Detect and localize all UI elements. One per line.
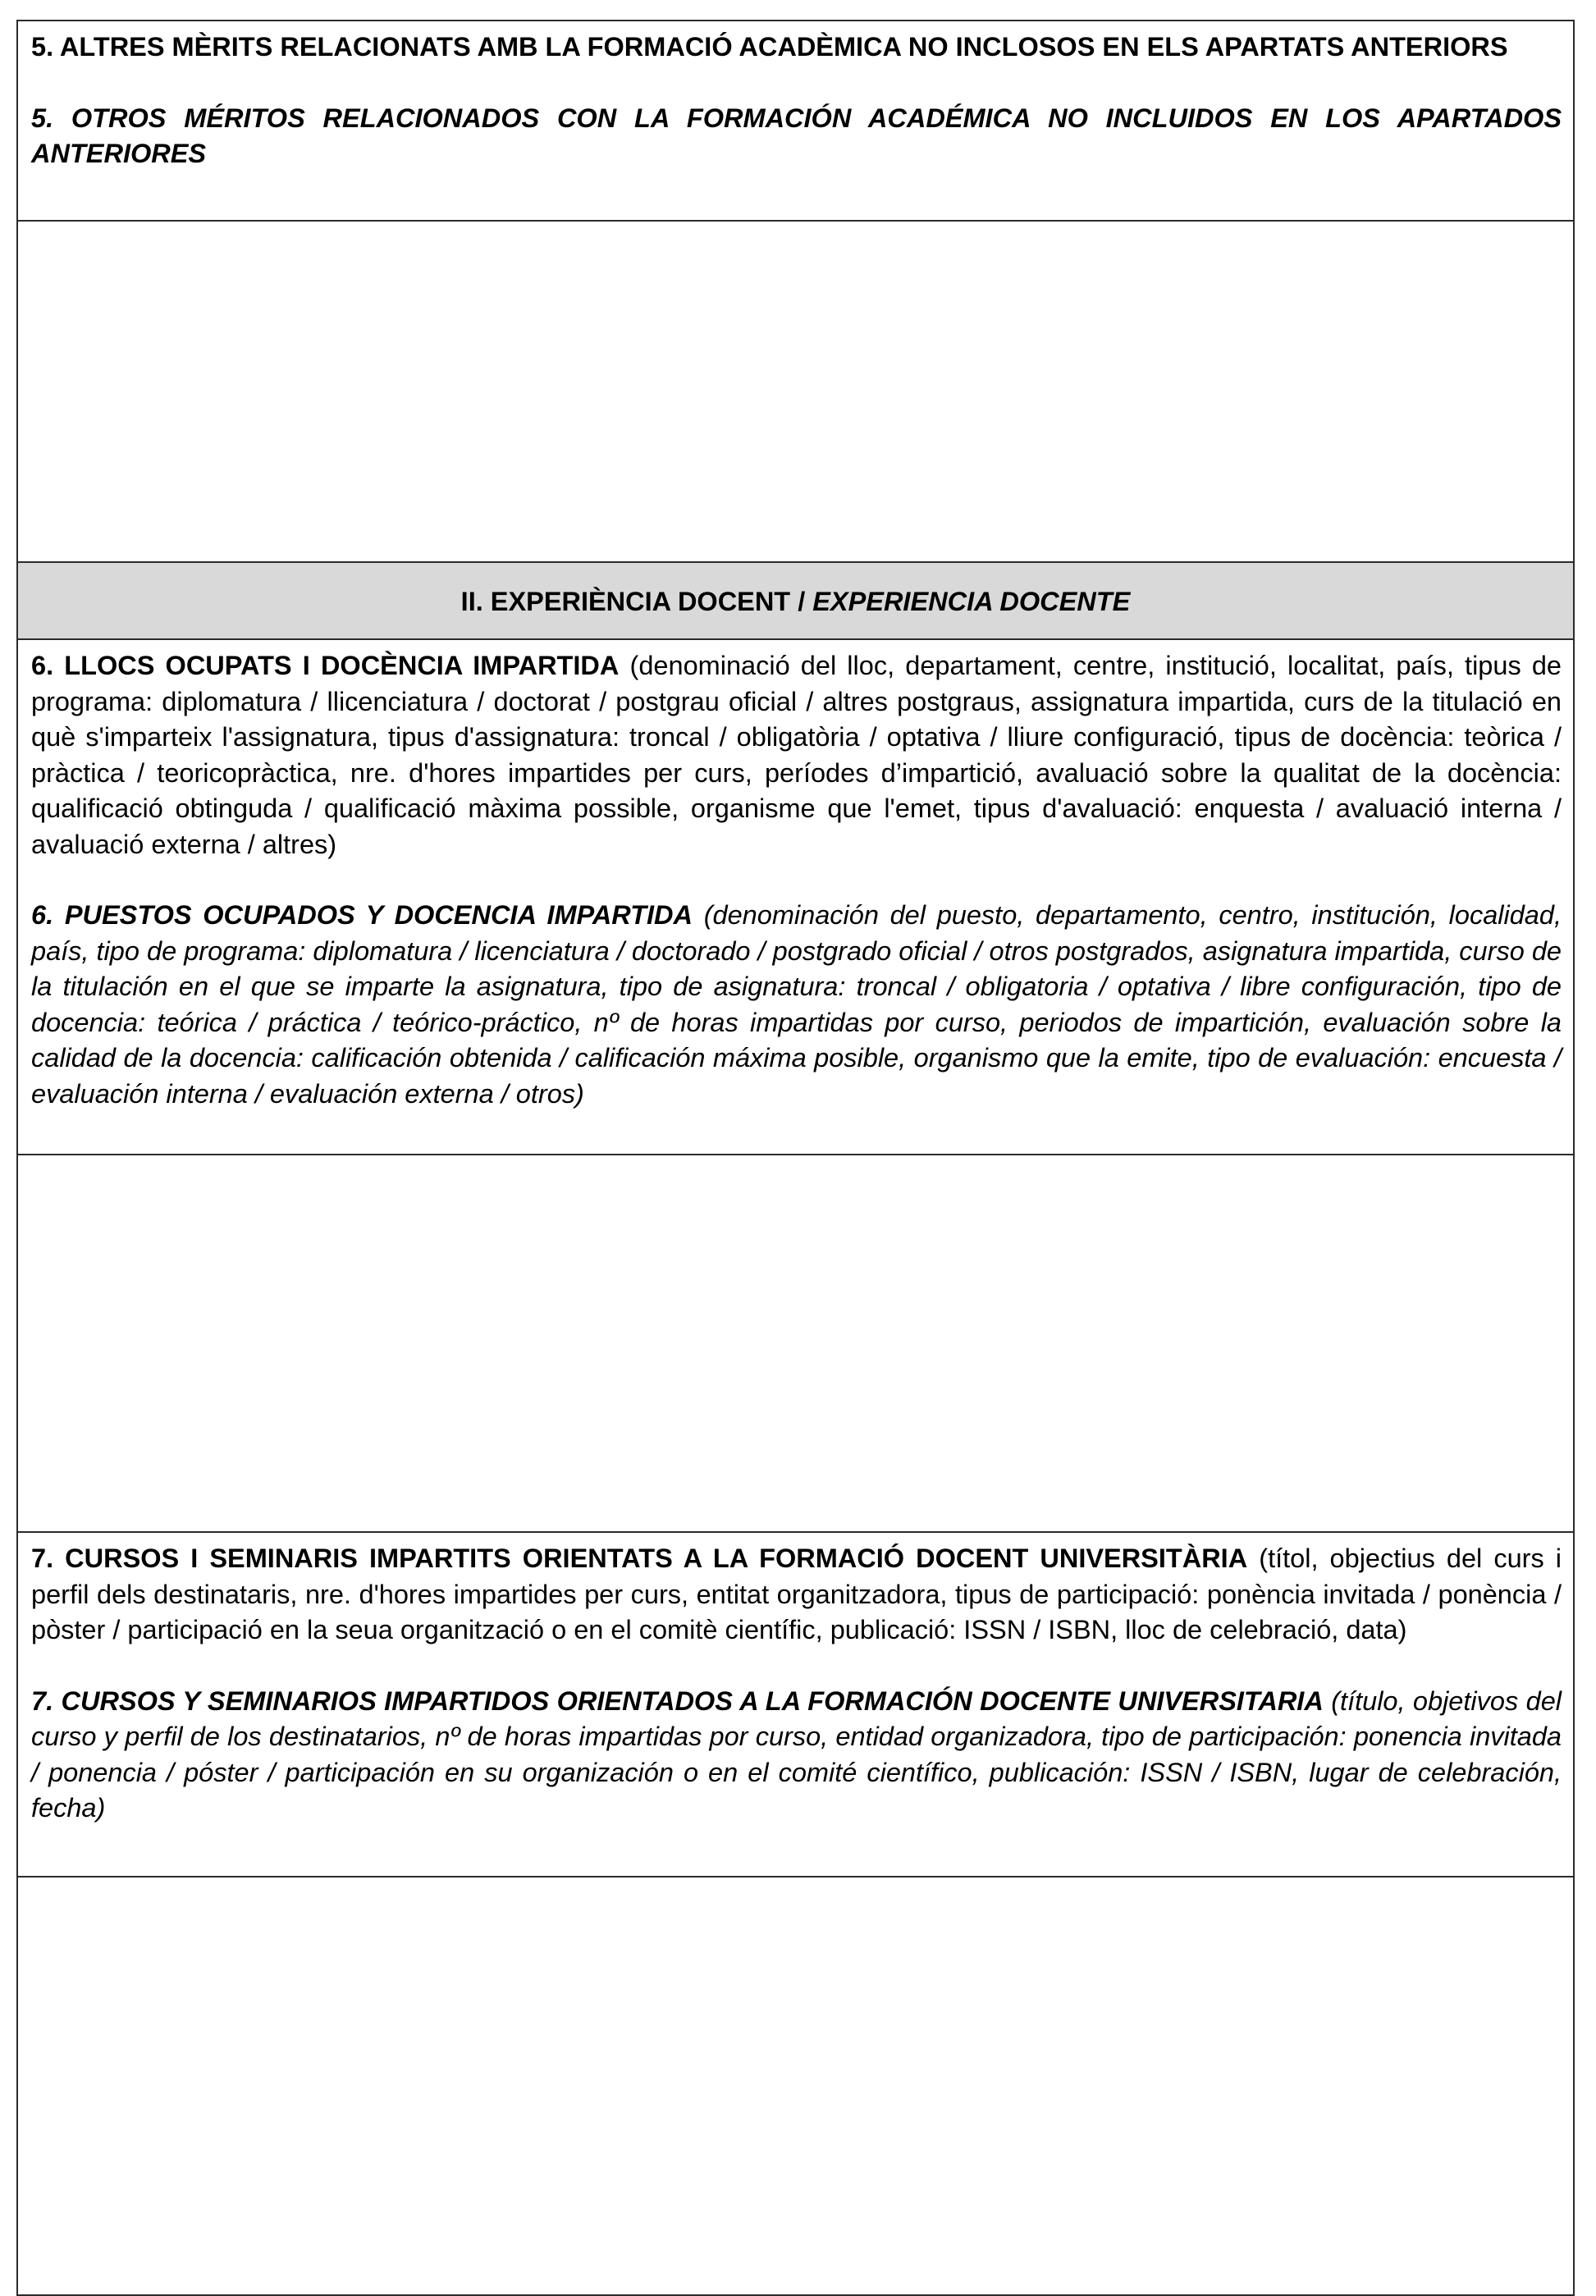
- section-6-answer-area[interactable]: [18, 1154, 1573, 1531]
- section-5-heading: [18, 21, 1573, 220]
- section-6-paragraph-es: [31, 898, 1562, 1112]
- section-6-heading: [18, 638, 1573, 1154]
- section-7-heading: [18, 1531, 1573, 1876]
- section-7-answer-area[interactable]: [18, 1876, 1573, 2294]
- section-6-desc-es: (denominación del puesto, departamento, centro, institución, localidad, país, tipo de programa: diplomatura / licenciatura / doctorado / postgrado oficial / otros postgrados, asignatura impartida, curso de la titulación en el que se imparte la asignatura, tipo de asignatura: troncal / obligatoria / optativa / libre configuración, tipo de docencia: teórica / práctica / teórico-práctico, nº de horas impartidas por curso, periodos de impartición, evaluación sobre la calidad de la docencia: calificación obtenida / calificación máxima posible, organismo que la emite, tipo de evaluación: encuesta / evaluación interna / evaluación externa / otros): [31, 900, 1562, 1109]
- section-6-paragraph-ca: [31, 648, 1562, 862]
- section-7-title-es: 7. CURSOS Y SEMINARIOS IMPARTIDOS ORIENTADOS A LA FORMACIÓN DOCENTE UNIVERSITARIA: [31, 1685, 1324, 1716]
- form-table: [16, 20, 1575, 2296]
- section-5-title-ca: [31, 30, 1562, 66]
- section-ii-header-ca: II. EXPERIÈNCIA DOCENT /: [460, 587, 813, 616]
- section-6-title-es: 6. PUESTOS OCUPADOS Y DOCENCIA IMPARTIDA: [31, 900, 693, 930]
- section-7-paragraph-ca: [31, 1541, 1562, 1649]
- section-6-title-ca: 6. LLOCS OCUPATS I DOCÈNCIA IMPARTIDA: [31, 651, 620, 680]
- section-5-title-es: [31, 101, 1562, 172]
- section-6-desc-ca: (denominació del lloc, departament, centre, institució, localitat, país, tipus de programa: diplomatura / llicenciatura / doctorat / postgrau oficial / altres postgraus, assignatura impartida, curs de la titulació en què s'imparteix l'assignatura, tipus d'assignatura: troncal / obligatòria / optativa / lliure configuració, tipus de docència: teòrica / pràctica / teoricopràctica, nre. d'hores impartides per curs, períodes d’impartició, avaluació sobre la qualitat de la docència: qualificació obtinguda / qualificació màxima possible, organisme que l'emet, tipus d'avaluació: enquesta / avaluació interna / avaluació externa / altres): [31, 651, 1562, 859]
- section-5-title-es-text: 5. OTROS MÉRITOS RELACIONADOS CON LA FORMACIÓN ACADÉMICA NO INCLUIDOS EN LOS APARTADOS ANTERIORES: [31, 103, 1562, 168]
- section-7-title-ca: 7. CURSOS I SEMINARIS IMPARTITS ORIENTATS A LA FORMACIÓ DOCENT UNIVERSITÀRIA: [31, 1544, 1248, 1573]
- section-7-desc-es: (título, objetivos del curso y perfil de los destinatarios, nº de horas impartidas por curso, entidad organizadora, tipo de participación: ponencia invitada / ponencia / póster / participación en su organización o en el comité científico, publicación: ISSN / ISBN, lugar de celebración, fecha): [31, 1685, 1562, 1823]
- section-ii-header: [18, 561, 1573, 638]
- section-7-desc-ca: (títol, objectius del curs i perfil dels destinataris, nre. d'hores impartides per curs, entitat organitzadora, tipus de participació: ponència invitada / ponència / pòster / participació en la seua organització o en el comitè científic, publicació: ISSN / ISBN, lloc de celebració, data): [31, 1544, 1562, 1644]
- section-ii-header-es: EXPERIENCIA DOCENTE: [812, 587, 1131, 616]
- section-7-paragraph-es: [31, 1684, 1562, 1827]
- section-5-answer-area[interactable]: [18, 220, 1573, 561]
- section-5-title-ca-text: 5. ALTRES MÈRITS RELACIONATS AMB LA FORMACIÓ ACADÈMICA NO INCLOSOS EN ELS APARTATS ANTERIORS: [31, 32, 1508, 62]
